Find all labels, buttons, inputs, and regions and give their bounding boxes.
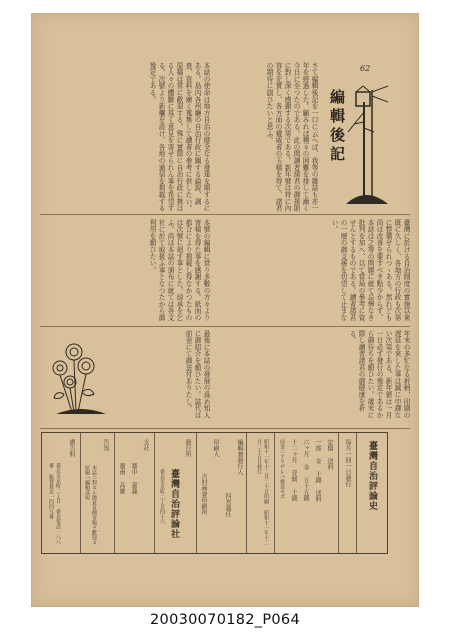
- editor-label: 編輯兼發行人: [236, 439, 243, 475]
- publication-frequency: 毎月一回一日發行: [344, 439, 351, 487]
- branch-list: 臺中 嘉義: [130, 463, 137, 494]
- article-body-column: 本號の編輯に當り多數の方々より寄稿を得た事を感謝する。紙面の都合により掲載し得なかつたものは次號に廻す事とした。諒承を乞ふ。尚ほ本誌の頒布に就ては各支社に於て取扱ふ事となつたから御利用を願ひたい。: [148, 219, 210, 321]
- price-row: 十二ヶ月 壹圓 十錢: [290, 439, 297, 501]
- section-divider: [40, 428, 410, 429]
- payment-note: 前金ニアラザレバ發送セズ: [279, 439, 285, 499]
- publisher-name: 臺灣自治評論社: [169, 469, 179, 539]
- editor-name: 四宮義任: [224, 493, 231, 517]
- article-body-column: 最後に本誌の發展の爲め知人に御紹介を願ひたい。誌代は前金にて御送付ありたし。: [184, 330, 210, 419]
- article-title: 編輯後記: [328, 89, 346, 165]
- branch-list: 臺南 高雄: [118, 463, 125, 494]
- printer-label: 印刷人: [212, 439, 219, 457]
- price-row: 六ヶ月 金 五十五錢: [302, 439, 309, 501]
- notice-text: 本誌ニ對スル御意見御寄稿ヲ歡迎ス 原稿ハ編輯部宛: [84, 465, 97, 545]
- article-body-column: 臺灣に於ける自治制度の實施以來既に久しく、各地方の行政も次第に整備せられつゝある。然れども尚ほ改善を要すべき點少からず、本誌は之等の問題に就て忌憚なき批判を加へ、以て當局の參考に資せんとするものである。讀者諸君の一層の御支援を切望して止まない。: [330, 219, 410, 321]
- ad-label: 廣告料: [68, 439, 75, 457]
- publisher-label: 發行所: [184, 439, 191, 457]
- page-number: 62: [360, 64, 371, 73]
- notice-label: 告知: [102, 439, 109, 451]
- colophon-table: [41, 432, 388, 554]
- flower-illustration: [46, 332, 116, 422]
- branches-label: 支社: [142, 439, 149, 451]
- article-body-column: 本誌の使命は地方自治の健全なる發達を期するにある。島內各州廳の自治行政に關する論說、調查、資料を廣く蒐集して讀者の參考に供したい。原稿は常に歡迎する。殊に實際に自治行政に携はる人々の體驗に基く意見を寄せられん事を希望する。次號より新欄を設け、各地の通信を掲載する豫定である。: [148, 62, 210, 212]
- street-lamp-illustration: [342, 82, 390, 212]
- image-caption: 20030070182_P064: [150, 612, 300, 628]
- section-divider: [40, 326, 410, 327]
- ad-text: 臺北市京町二丁目 臺北電話一八八番 振替臺北一四四九番: [48, 463, 61, 544]
- article-body-column: 年末の多忙なる折柄、印刷の遅延を來した事は誠に申譯ない次第である。新年號は一月一日必ず發行の豫定であるから御待ちを願ひたい。歲末に際し讀者諸君の御健康を祈る。: [348, 330, 410, 419]
- price-column-head: 定價 送料: [326, 439, 333, 470]
- article-body-column: さて編輯後記を一口に云へば、我等の雜誌も亦一年を經過した。顧みれば種々の困難を排して漸く今日に至つたのである。此の間讀者諸君の御援助に對し深く感謝する次第である。新年號は特に內容を充實し、各方面の權威者の玉稿を得て、諸君の期待に副ひたいと思ふ。: [265, 62, 318, 212]
- section-divider: [40, 214, 410, 215]
- printer-name: 吉村商會印刷所: [200, 473, 207, 515]
- print-dates: 昭和十一年十二月二十日印刷 昭和十一年十二月二十五日發行: [256, 439, 269, 545]
- price-row: 一部 金 十錢 送料: [314, 439, 321, 502]
- magazine-title: 臺灣自治評論史: [367, 441, 377, 511]
- publisher-address: 臺北市京町二丁目四十六: [159, 469, 165, 524]
